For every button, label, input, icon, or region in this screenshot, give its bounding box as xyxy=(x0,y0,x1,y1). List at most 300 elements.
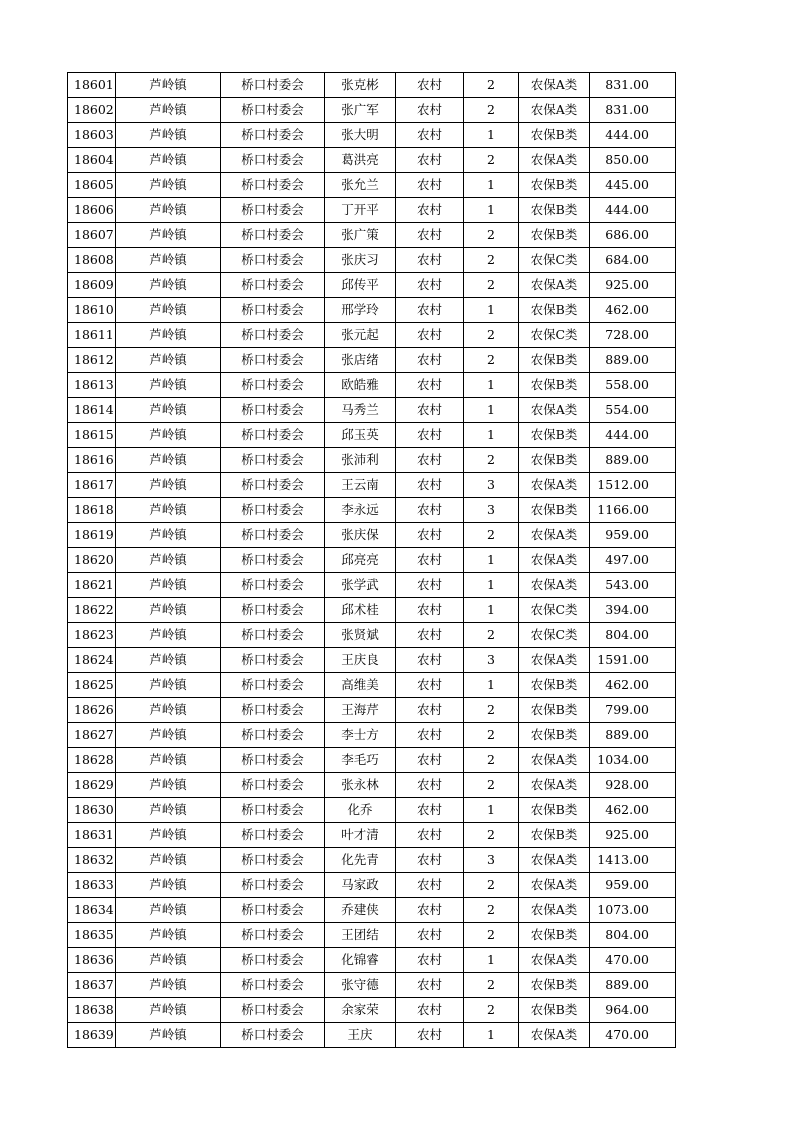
village-committee-cell: 桥口村委会 xyxy=(221,773,325,798)
village-committee-cell: 桥口村委会 xyxy=(221,323,325,348)
village-committee-cell: 桥口村委会 xyxy=(221,848,325,873)
village-committee-cell: 桥口村委会 xyxy=(221,523,325,548)
person-name-cell: 葛洪亮 xyxy=(325,148,396,173)
person-name-cell: 马秀兰 xyxy=(325,398,396,423)
person-name-cell: 张庆习 xyxy=(325,248,396,273)
household-size-cell: 2 xyxy=(464,973,519,998)
record-id-cell: 18612 xyxy=(68,348,116,373)
village-committee-cell: 桥口村委会 xyxy=(221,698,325,723)
insurance-category-cell: 农保B类 xyxy=(519,798,590,823)
area-type-cell: 农村 xyxy=(396,573,464,598)
table-row xyxy=(68,123,676,148)
insurance-category-cell: 农保B类 xyxy=(519,423,590,448)
table-row xyxy=(68,473,676,498)
household-size-cell: 1 xyxy=(464,1023,519,1048)
insurance-category-cell: 农保B类 xyxy=(519,348,590,373)
household-size-cell: 1 xyxy=(464,173,519,198)
record-id-cell: 18613 xyxy=(68,373,116,398)
town-cell: 芦岭镇 xyxy=(116,548,221,573)
record-id-cell: 18616 xyxy=(68,448,116,473)
table-body xyxy=(68,73,676,1048)
person-name-cell: 邱术桂 xyxy=(325,598,396,623)
town-cell: 芦岭镇 xyxy=(116,748,221,773)
village-committee-cell: 桥口村委会 xyxy=(221,973,325,998)
amount-cell: 831.00 xyxy=(590,73,676,98)
town-cell: 芦岭镇 xyxy=(116,198,221,223)
person-name-cell: 马家政 xyxy=(325,873,396,898)
record-id-cell: 18606 xyxy=(68,198,116,223)
amount-cell: 684.00 xyxy=(590,248,676,273)
household-size-cell: 2 xyxy=(464,98,519,123)
household-size-cell: 2 xyxy=(464,623,519,648)
village-committee-cell: 桥口村委会 xyxy=(221,723,325,748)
person-name-cell: 化锦睿 xyxy=(325,948,396,973)
town-cell: 芦岭镇 xyxy=(116,73,221,98)
town-cell: 芦岭镇 xyxy=(116,223,221,248)
amount-cell: 497.00 xyxy=(590,548,676,573)
area-type-cell: 农村 xyxy=(396,523,464,548)
insurance-category-cell: 农保A类 xyxy=(519,73,590,98)
table-row xyxy=(68,423,676,448)
town-cell: 芦岭镇 xyxy=(116,348,221,373)
insurance-category-cell: 农保B类 xyxy=(519,373,590,398)
town-cell: 芦岭镇 xyxy=(116,323,221,348)
person-name-cell: 王庆 xyxy=(325,1023,396,1048)
amount-cell: 1073.00 xyxy=(590,898,676,923)
amount-cell: 804.00 xyxy=(590,623,676,648)
insurance-category-cell: 农保B类 xyxy=(519,498,590,523)
village-committee-cell: 桥口村委会 xyxy=(221,623,325,648)
town-cell: 芦岭镇 xyxy=(116,173,221,198)
household-size-cell: 2 xyxy=(464,823,519,848)
household-size-cell: 2 xyxy=(464,773,519,798)
village-committee-cell: 桥口村委会 xyxy=(221,873,325,898)
person-name-cell: 李毛巧 xyxy=(325,748,396,773)
area-type-cell: 农村 xyxy=(396,873,464,898)
amount-cell: 1166.00 xyxy=(590,498,676,523)
record-id-cell: 18603 xyxy=(68,123,116,148)
insurance-category-cell: 农保B类 xyxy=(519,198,590,223)
amount-cell: 462.00 xyxy=(590,798,676,823)
table-row xyxy=(68,273,676,298)
person-name-cell: 乔建侠 xyxy=(325,898,396,923)
table-row xyxy=(68,1023,676,1048)
insurance-category-cell: 农保A类 xyxy=(519,1023,590,1048)
village-committee-cell: 桥口村委会 xyxy=(221,598,325,623)
record-id-cell: 18624 xyxy=(68,648,116,673)
table-row xyxy=(68,748,676,773)
amount-cell: 1413.00 xyxy=(590,848,676,873)
amount-cell: 394.00 xyxy=(590,598,676,623)
town-cell: 芦岭镇 xyxy=(116,598,221,623)
area-type-cell: 农村 xyxy=(396,373,464,398)
household-size-cell: 2 xyxy=(464,148,519,173)
town-cell: 芦岭镇 xyxy=(116,423,221,448)
person-name-cell: 张学武 xyxy=(325,573,396,598)
area-type-cell: 农村 xyxy=(396,898,464,923)
table-row xyxy=(68,73,676,98)
insurance-category-cell: 农保A类 xyxy=(519,898,590,923)
village-committee-cell: 桥口村委会 xyxy=(221,748,325,773)
table-row xyxy=(68,773,676,798)
household-size-cell: 2 xyxy=(464,73,519,98)
record-id-cell: 18620 xyxy=(68,548,116,573)
record-id-cell: 18605 xyxy=(68,173,116,198)
person-name-cell: 张克彬 xyxy=(325,73,396,98)
record-id-cell: 18630 xyxy=(68,798,116,823)
village-committee-cell: 桥口村委会 xyxy=(221,498,325,523)
area-type-cell: 农村 xyxy=(396,123,464,148)
village-committee-cell: 桥口村委会 xyxy=(221,473,325,498)
person-name-cell: 邱玉英 xyxy=(325,423,396,448)
insurance-category-cell: 农保B类 xyxy=(519,448,590,473)
table-row xyxy=(68,823,676,848)
household-size-cell: 1 xyxy=(464,798,519,823)
area-type-cell: 农村 xyxy=(396,98,464,123)
town-cell: 芦岭镇 xyxy=(116,273,221,298)
amount-cell: 554.00 xyxy=(590,398,676,423)
household-size-cell: 1 xyxy=(464,673,519,698)
person-name-cell: 叶才清 xyxy=(325,823,396,848)
amount-cell: 889.00 xyxy=(590,348,676,373)
insurance-category-cell: 农保B类 xyxy=(519,673,590,698)
person-name-cell: 张守德 xyxy=(325,973,396,998)
town-cell: 芦岭镇 xyxy=(116,123,221,148)
area-type-cell: 农村 xyxy=(396,473,464,498)
town-cell: 芦岭镇 xyxy=(116,573,221,598)
record-id-cell: 18602 xyxy=(68,98,116,123)
household-size-cell: 2 xyxy=(464,523,519,548)
record-id-cell: 18615 xyxy=(68,423,116,448)
table-row xyxy=(68,673,676,698)
person-name-cell: 丁开平 xyxy=(325,198,396,223)
village-committee-cell: 桥口村委会 xyxy=(221,373,325,398)
amount-cell: 470.00 xyxy=(590,948,676,973)
insurance-category-cell: 农保A类 xyxy=(519,548,590,573)
town-cell: 芦岭镇 xyxy=(116,98,221,123)
record-id-cell: 18625 xyxy=(68,673,116,698)
area-type-cell: 农村 xyxy=(396,498,464,523)
amount-cell: 959.00 xyxy=(590,523,676,548)
village-committee-cell: 桥口村委会 xyxy=(221,998,325,1023)
table-row xyxy=(68,98,676,123)
table-row xyxy=(68,573,676,598)
amount-cell: 558.00 xyxy=(590,373,676,398)
amount-cell: 889.00 xyxy=(590,723,676,748)
area-type-cell: 农村 xyxy=(396,773,464,798)
town-cell: 芦岭镇 xyxy=(116,773,221,798)
village-committee-cell: 桥口村委会 xyxy=(221,348,325,373)
town-cell: 芦岭镇 xyxy=(116,898,221,923)
table-row xyxy=(68,298,676,323)
insurance-category-cell: 农保C类 xyxy=(519,623,590,648)
person-name-cell: 邢学玲 xyxy=(325,298,396,323)
area-type-cell: 农村 xyxy=(396,948,464,973)
area-type-cell: 农村 xyxy=(396,973,464,998)
record-id-cell: 18618 xyxy=(68,498,116,523)
village-committee-cell: 桥口村委会 xyxy=(221,423,325,448)
household-size-cell: 2 xyxy=(464,448,519,473)
household-size-cell: 2 xyxy=(464,248,519,273)
record-id-cell: 18623 xyxy=(68,623,116,648)
village-committee-cell: 桥口村委会 xyxy=(221,898,325,923)
amount-cell: 831.00 xyxy=(590,98,676,123)
record-id-cell: 18633 xyxy=(68,873,116,898)
insurance-category-cell: 农保B类 xyxy=(519,698,590,723)
town-cell: 芦岭镇 xyxy=(116,648,221,673)
record-id-cell: 18639 xyxy=(68,1023,116,1048)
household-size-cell: 3 xyxy=(464,848,519,873)
amount-cell: 462.00 xyxy=(590,673,676,698)
table-row xyxy=(68,173,676,198)
amount-cell: 470.00 xyxy=(590,1023,676,1048)
table-row xyxy=(68,348,676,373)
village-committee-cell: 桥口村委会 xyxy=(221,573,325,598)
table-row xyxy=(68,723,676,748)
record-id-cell: 18611 xyxy=(68,323,116,348)
village-committee-cell: 桥口村委会 xyxy=(221,1023,325,1048)
amount-cell: 444.00 xyxy=(590,423,676,448)
amount-cell: 959.00 xyxy=(590,873,676,898)
insurance-category-cell: 农保B类 xyxy=(519,723,590,748)
village-committee-cell: 桥口村委会 xyxy=(221,798,325,823)
village-committee-cell: 桥口村委会 xyxy=(221,948,325,973)
household-size-cell: 2 xyxy=(464,348,519,373)
person-name-cell: 张大明 xyxy=(325,123,396,148)
table-row xyxy=(68,923,676,948)
area-type-cell: 农村 xyxy=(396,248,464,273)
area-type-cell: 农村 xyxy=(396,298,464,323)
insurance-category-cell: 农保B类 xyxy=(519,298,590,323)
table-row xyxy=(68,548,676,573)
town-cell: 芦岭镇 xyxy=(116,1023,221,1048)
area-type-cell: 农村 xyxy=(396,1023,464,1048)
town-cell: 芦岭镇 xyxy=(116,248,221,273)
town-cell: 芦岭镇 xyxy=(116,823,221,848)
household-size-cell: 2 xyxy=(464,723,519,748)
household-size-cell: 2 xyxy=(464,873,519,898)
person-name-cell: 王云南 xyxy=(325,473,396,498)
table-row xyxy=(68,198,676,223)
table-row xyxy=(68,148,676,173)
insurance-category-cell: 农保A类 xyxy=(519,148,590,173)
insurance-category-cell: 农保B类 xyxy=(519,223,590,248)
insurance-category-cell: 农保A类 xyxy=(519,573,590,598)
amount-cell: 686.00 xyxy=(590,223,676,248)
village-committee-cell: 桥口村委会 xyxy=(221,298,325,323)
area-type-cell: 农村 xyxy=(396,173,464,198)
area-type-cell: 农村 xyxy=(396,723,464,748)
record-id-cell: 18631 xyxy=(68,823,116,848)
record-id-cell: 18614 xyxy=(68,398,116,423)
amount-cell: 462.00 xyxy=(590,298,676,323)
person-name-cell: 张沛利 xyxy=(325,448,396,473)
insurance-category-cell: 农保C类 xyxy=(519,323,590,348)
amount-cell: 543.00 xyxy=(590,573,676,598)
amount-cell: 728.00 xyxy=(590,323,676,348)
household-size-cell: 1 xyxy=(464,423,519,448)
town-cell: 芦岭镇 xyxy=(116,873,221,898)
insurance-category-cell: 农保A类 xyxy=(519,873,590,898)
record-id-cell: 18609 xyxy=(68,273,116,298)
town-cell: 芦岭镇 xyxy=(116,298,221,323)
record-id-cell: 18638 xyxy=(68,998,116,1023)
person-name-cell: 张元起 xyxy=(325,323,396,348)
area-type-cell: 农村 xyxy=(396,798,464,823)
town-cell: 芦岭镇 xyxy=(116,923,221,948)
village-committee-cell: 桥口村委会 xyxy=(221,648,325,673)
village-committee-cell: 桥口村委会 xyxy=(221,273,325,298)
household-size-cell: 2 xyxy=(464,923,519,948)
person-name-cell: 余家荣 xyxy=(325,998,396,1023)
record-id-cell: 18601 xyxy=(68,73,116,98)
area-type-cell: 农村 xyxy=(396,648,464,673)
insurance-category-cell: 农保B类 xyxy=(519,998,590,1023)
town-cell: 芦岭镇 xyxy=(116,398,221,423)
household-size-cell: 1 xyxy=(464,198,519,223)
insurance-category-cell: 农保B类 xyxy=(519,123,590,148)
amount-cell: 444.00 xyxy=(590,123,676,148)
subsidy-table xyxy=(67,72,676,1048)
person-name-cell: 张店绪 xyxy=(325,348,396,373)
area-type-cell: 农村 xyxy=(396,998,464,1023)
record-id-cell: 18627 xyxy=(68,723,116,748)
household-size-cell: 2 xyxy=(464,898,519,923)
area-type-cell: 农村 xyxy=(396,698,464,723)
record-id-cell: 18626 xyxy=(68,698,116,723)
person-name-cell: 张广军 xyxy=(325,98,396,123)
table-row xyxy=(68,873,676,898)
area-type-cell: 农村 xyxy=(396,398,464,423)
amount-cell: 445.00 xyxy=(590,173,676,198)
table-row xyxy=(68,848,676,873)
area-type-cell: 农村 xyxy=(396,273,464,298)
table-row xyxy=(68,948,676,973)
area-type-cell: 农村 xyxy=(396,323,464,348)
insurance-category-cell: 农保B类 xyxy=(519,173,590,198)
record-id-cell: 18629 xyxy=(68,773,116,798)
town-cell: 芦岭镇 xyxy=(116,848,221,873)
amount-cell: 850.00 xyxy=(590,148,676,173)
person-name-cell: 张广策 xyxy=(325,223,396,248)
insurance-category-cell: 农保A类 xyxy=(519,748,590,773)
area-type-cell: 农村 xyxy=(396,623,464,648)
household-size-cell: 3 xyxy=(464,648,519,673)
village-committee-cell: 桥口村委会 xyxy=(221,123,325,148)
village-committee-cell: 桥口村委会 xyxy=(221,448,325,473)
household-size-cell: 1 xyxy=(464,573,519,598)
village-committee-cell: 桥口村委会 xyxy=(221,823,325,848)
record-id-cell: 18610 xyxy=(68,298,116,323)
table-row xyxy=(68,998,676,1023)
table-row xyxy=(68,698,676,723)
village-committee-cell: 桥口村委会 xyxy=(221,98,325,123)
amount-cell: 889.00 xyxy=(590,973,676,998)
town-cell: 芦岭镇 xyxy=(116,448,221,473)
person-name-cell: 王海芹 xyxy=(325,698,396,723)
village-committee-cell: 桥口村委会 xyxy=(221,198,325,223)
person-name-cell: 欧皓雅 xyxy=(325,373,396,398)
person-name-cell: 李士方 xyxy=(325,723,396,748)
person-name-cell: 化乔 xyxy=(325,798,396,823)
household-size-cell: 1 xyxy=(464,548,519,573)
record-id-cell: 18619 xyxy=(68,523,116,548)
record-id-cell: 18637 xyxy=(68,973,116,998)
person-name-cell: 化先青 xyxy=(325,848,396,873)
area-type-cell: 农村 xyxy=(396,748,464,773)
insurance-category-cell: 农保A类 xyxy=(519,948,590,973)
area-type-cell: 农村 xyxy=(396,348,464,373)
record-id-cell: 18636 xyxy=(68,948,116,973)
record-id-cell: 18632 xyxy=(68,848,116,873)
table-row xyxy=(68,523,676,548)
area-type-cell: 农村 xyxy=(396,548,464,573)
village-committee-cell: 桥口村委会 xyxy=(221,148,325,173)
household-size-cell: 1 xyxy=(464,598,519,623)
household-size-cell: 2 xyxy=(464,223,519,248)
insurance-category-cell: 农保A类 xyxy=(519,648,590,673)
table-row xyxy=(68,223,676,248)
insurance-category-cell: 农保A类 xyxy=(519,398,590,423)
village-committee-cell: 桥口村委会 xyxy=(221,173,325,198)
person-name-cell: 王团结 xyxy=(325,923,396,948)
town-cell: 芦岭镇 xyxy=(116,623,221,648)
table-row xyxy=(68,373,676,398)
village-committee-cell: 桥口村委会 xyxy=(221,248,325,273)
area-type-cell: 农村 xyxy=(396,448,464,473)
amount-cell: 1034.00 xyxy=(590,748,676,773)
table-row xyxy=(68,898,676,923)
area-type-cell: 农村 xyxy=(396,598,464,623)
record-id-cell: 18621 xyxy=(68,573,116,598)
area-type-cell: 农村 xyxy=(396,423,464,448)
person-name-cell: 张永林 xyxy=(325,773,396,798)
household-size-cell: 2 xyxy=(464,698,519,723)
town-cell: 芦岭镇 xyxy=(116,998,221,1023)
village-committee-cell: 桥口村委会 xyxy=(221,223,325,248)
insurance-category-cell: 农保A类 xyxy=(519,523,590,548)
table-row xyxy=(68,248,676,273)
household-size-cell: 2 xyxy=(464,323,519,348)
table-row xyxy=(68,598,676,623)
town-cell: 芦岭镇 xyxy=(116,373,221,398)
household-size-cell: 2 xyxy=(464,748,519,773)
table-row xyxy=(68,398,676,423)
village-committee-cell: 桥口村委会 xyxy=(221,398,325,423)
table-row xyxy=(68,648,676,673)
village-committee-cell: 桥口村委会 xyxy=(221,548,325,573)
table-row xyxy=(68,973,676,998)
table-row xyxy=(68,448,676,473)
person-name-cell: 张庆保 xyxy=(325,523,396,548)
insurance-category-cell: 农保C类 xyxy=(519,598,590,623)
amount-cell: 1512.00 xyxy=(590,473,676,498)
record-id-cell: 18607 xyxy=(68,223,116,248)
town-cell: 芦岭镇 xyxy=(116,673,221,698)
village-committee-cell: 桥口村委会 xyxy=(221,673,325,698)
person-name-cell: 张允兰 xyxy=(325,173,396,198)
area-type-cell: 农村 xyxy=(396,673,464,698)
insurance-category-cell: 农保C类 xyxy=(519,248,590,273)
table-row xyxy=(68,498,676,523)
household-size-cell: 2 xyxy=(464,998,519,1023)
person-name-cell: 邱亮亮 xyxy=(325,548,396,573)
record-id-cell: 18617 xyxy=(68,473,116,498)
person-name-cell: 李永远 xyxy=(325,498,396,523)
town-cell: 芦岭镇 xyxy=(116,523,221,548)
amount-cell: 444.00 xyxy=(590,198,676,223)
table-row xyxy=(68,323,676,348)
